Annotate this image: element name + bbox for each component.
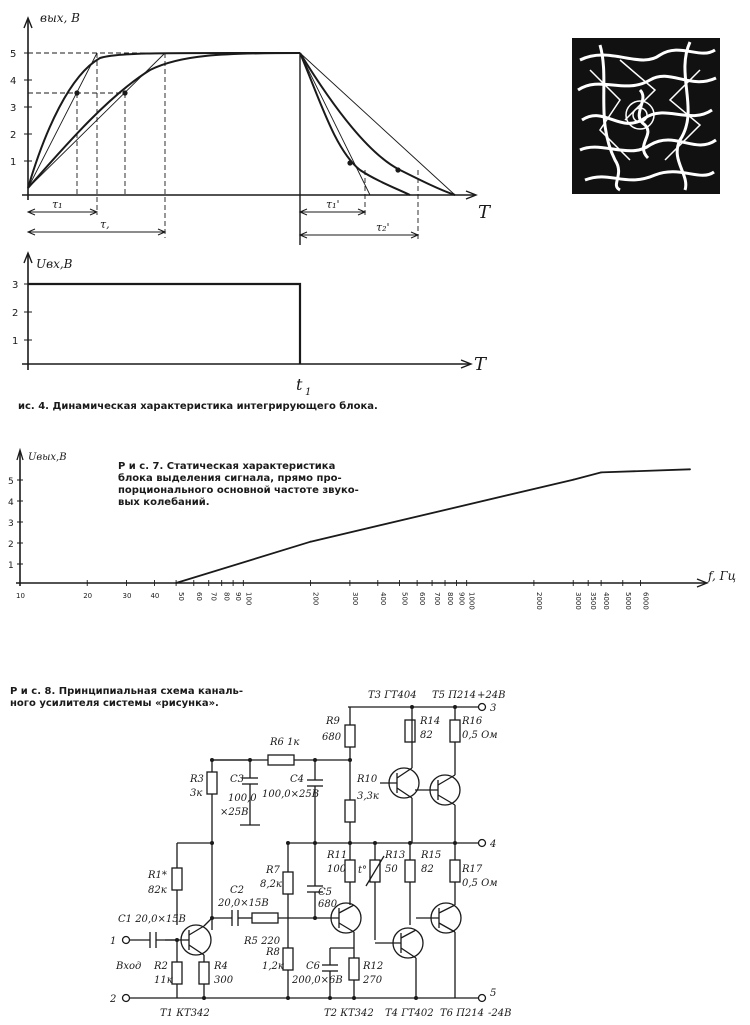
label-r4-value: 300 bbox=[214, 975, 234, 986]
fig7-caption-line-3: порционального основной частоте звуко- bbox=[118, 485, 359, 496]
fig4-bottom-plot bbox=[22, 253, 471, 370]
label-plus24: +24В bbox=[477, 690, 506, 701]
label-r8-value: 1,2к bbox=[262, 961, 284, 972]
resistor-r7 bbox=[283, 872, 293, 894]
fig7-xtick-label: 50 bbox=[177, 592, 186, 601]
label-c6: C6 bbox=[306, 961, 321, 972]
label-c5-value: 680 bbox=[318, 899, 338, 910]
resistor-r15 bbox=[405, 860, 415, 882]
label-node1: 1 bbox=[110, 936, 117, 947]
fig4-bottom-ytick-1: 1 bbox=[12, 336, 19, 347]
label-r11-value: 100 bbox=[327, 864, 347, 875]
fig4-bottom-xlabel: T bbox=[474, 354, 487, 375]
fig8-caption-line-1: Р и с. 8. Принципиальная схема каналь- bbox=[10, 686, 244, 697]
fig4-rise-curve-fast bbox=[28, 53, 300, 188]
label-c3: C3 bbox=[230, 774, 245, 785]
label-r12-value: 270 bbox=[363, 975, 383, 986]
fig7-ytick-1: 1 bbox=[8, 561, 14, 571]
label-r2: R2 bbox=[154, 961, 168, 972]
label-r6: R6 1к bbox=[270, 737, 300, 748]
fig7-data-point bbox=[572, 479, 574, 481]
fig7-xtick-label: 3000 bbox=[574, 592, 583, 610]
fig7-xtick-label: 40 bbox=[150, 592, 160, 600]
resistor-r16 bbox=[450, 720, 460, 742]
fig7-xtick-label: 500 bbox=[400, 592, 409, 606]
fig7-data-point bbox=[310, 541, 312, 543]
resistor-r12 bbox=[349, 958, 359, 980]
label-r15: R15 bbox=[421, 850, 442, 861]
label-r17: R17 bbox=[462, 864, 483, 875]
label-c5: C5 bbox=[318, 887, 333, 898]
label-r10: R10 bbox=[357, 774, 378, 785]
label-r16-value: 0,5 Ом bbox=[462, 730, 498, 741]
label-t5: T5 П214 bbox=[432, 690, 477, 701]
label-r10-value: 3,3к bbox=[357, 791, 379, 802]
fig4-t1-sub: 1 bbox=[305, 387, 312, 398]
label-c3-value-2: ×25В bbox=[220, 807, 249, 818]
label-minus24: -24В bbox=[488, 1008, 512, 1019]
label-t1: T1 КТ342 bbox=[160, 1008, 210, 1019]
label-t3: T3 ГТ404 bbox=[368, 690, 417, 701]
fig7-caption-line-4: вых колебаний. bbox=[118, 497, 210, 508]
fig7-caption bbox=[118, 461, 368, 509]
label-c2-value: 20,0×15В bbox=[218, 898, 269, 909]
resistor-r10 bbox=[345, 800, 355, 822]
fig7-ytick-5: 5 bbox=[8, 477, 14, 487]
label-r17-value: 0,5 Ом bbox=[462, 878, 498, 889]
fig4-fall-curve-fast bbox=[300, 53, 410, 195]
resistor-r17 bbox=[450, 860, 460, 882]
fig7-xtick-label: 6000 bbox=[641, 592, 650, 610]
resistor-r5 bbox=[252, 913, 278, 923]
label-r13: R13 bbox=[385, 850, 406, 861]
fig4-top-xlabel: T bbox=[478, 202, 491, 223]
label-r3-value: 3к bbox=[190, 788, 203, 799]
resistor-r4 bbox=[199, 962, 209, 984]
fig4-top-ytick-1: 1 bbox=[10, 157, 17, 168]
label-c4: C4 bbox=[290, 774, 305, 785]
label-t6: T6 П214 bbox=[440, 1008, 485, 1019]
label-r4: R4 bbox=[214, 961, 228, 972]
label-t2: T2 КТ342 bbox=[324, 1008, 374, 1019]
label-r12: R12 bbox=[363, 961, 384, 972]
fig4-top-plot bbox=[22, 18, 476, 245]
label-node4: 4 bbox=[490, 839, 497, 850]
label-r7: R7 bbox=[266, 865, 280, 876]
fig7-xtick-label: 60 bbox=[194, 592, 203, 601]
fig7-xtick-label: 4000 bbox=[602, 592, 611, 610]
fig7-ytick-3: 3 bbox=[8, 519, 14, 529]
fig7-xtick-label: 900 bbox=[457, 592, 466, 606]
fig7-xtick-label: 80 bbox=[222, 592, 231, 601]
fig7-xtick-label: 90 bbox=[234, 592, 243, 601]
resistor-r14 bbox=[405, 720, 415, 742]
label-r8: R8 bbox=[266, 947, 280, 958]
fig7-data-point bbox=[600, 472, 602, 474]
fig7-xtick-label: 600 bbox=[418, 592, 427, 606]
label-c4-value: 100,0×25В bbox=[262, 789, 320, 800]
fig8-labels bbox=[109, 690, 511, 1019]
decorative-halftone-image bbox=[572, 38, 720, 194]
label-r9: R9 bbox=[326, 716, 340, 727]
fig4-bottom-ytick-3: 3 bbox=[12, 280, 19, 291]
label-c3-value-1: 100,0 bbox=[228, 793, 257, 804]
label-r5: R5 220 bbox=[244, 936, 281, 947]
label-c1: C1 20,0×15В bbox=[118, 914, 186, 925]
resistor-r11 bbox=[345, 860, 355, 882]
fig7-ytick-2: 2 bbox=[8, 540, 14, 550]
fig4-tau-label: τ, bbox=[100, 218, 110, 231]
fig7-xtick-label: 800 bbox=[446, 592, 455, 606]
fig4-bottom-ylabel: Uвх,В bbox=[36, 257, 73, 271]
resistor-r8 bbox=[283, 948, 293, 970]
label-t4: T4 ГТ402 bbox=[385, 1008, 434, 1019]
label-c6-value: 200,0×6В bbox=[292, 975, 343, 986]
fig7-data-point bbox=[175, 582, 177, 584]
fig7-xtick-label: 10 bbox=[16, 592, 25, 600]
fig8-caption-line-2: ного усилителя системы «рисунка». bbox=[10, 698, 219, 709]
fig7-xlabel: f, Гц bbox=[708, 569, 736, 583]
fig7-xtick-label: 3500 bbox=[589, 592, 598, 610]
fig7-xtick-label: 200 bbox=[311, 592, 320, 606]
fig4-top-ylabel: вых, В bbox=[40, 11, 80, 25]
fig7-ytick-4: 4 bbox=[8, 498, 14, 508]
fig4-top-ytick-5: 5 bbox=[10, 49, 17, 60]
fig7-ylabel: Uвых,В bbox=[28, 452, 67, 463]
fig4-caption: ис. 4. Динамическая характеристика интегрирующего блока. bbox=[18, 401, 378, 412]
label-r15-value: 82 bbox=[421, 864, 434, 875]
label-thermistor-t: t° bbox=[358, 865, 368, 876]
fig7-xtick-label: 1000 bbox=[467, 592, 476, 610]
label-r9-value: 680 bbox=[322, 732, 342, 743]
fig8-caption bbox=[10, 686, 260, 710]
fig4-tangent-1 bbox=[28, 53, 97, 188]
label-r11: R11 bbox=[327, 850, 348, 861]
fig4-t1-label: t bbox=[296, 375, 303, 394]
fig7-xtick-label: 70 bbox=[209, 592, 218, 601]
fig4-curve-dots bbox=[74, 90, 400, 172]
fig4-top-ytick-3: 3 bbox=[10, 103, 17, 114]
fig4-tau2p-label: τ₂' bbox=[376, 221, 390, 234]
label-r14-value: 82 bbox=[420, 730, 433, 741]
label-r13-value: 50 bbox=[385, 864, 398, 875]
fig7-xtick-label: 400 bbox=[378, 592, 387, 606]
label-c2: C2 bbox=[230, 885, 245, 896]
fig7-xtick-label: 20 bbox=[83, 592, 93, 600]
fig4-tau1p-label: τ₁' bbox=[326, 198, 340, 211]
fig4-top-ytick-4: 4 bbox=[10, 76, 17, 87]
fig7-xtick-label: 5000 bbox=[623, 592, 632, 610]
fig4-step-input bbox=[28, 284, 300, 364]
label-r7-value: 8,2к bbox=[260, 879, 282, 890]
resistor-r1 bbox=[172, 868, 182, 890]
label-r3: R3 bbox=[190, 774, 204, 785]
fig7-data-point bbox=[689, 468, 691, 470]
fig4-rise-curve-slow bbox=[28, 53, 300, 188]
fig4-tau1-label: τ₁ bbox=[52, 198, 63, 211]
label-node5: 5 bbox=[490, 988, 497, 999]
fig7-xtick-label: 100 bbox=[244, 592, 253, 606]
fig7-xtick-label: 300 bbox=[350, 592, 359, 606]
fig7-caption-line-1: Р и с. 7. Статическая характеристика bbox=[118, 461, 336, 472]
label-node3: 3 bbox=[490, 703, 497, 714]
resistor-r9 bbox=[345, 725, 355, 747]
resistor-r2 bbox=[172, 962, 182, 984]
fig7-xtick-label: 700 bbox=[433, 592, 442, 606]
label-node2: 2 bbox=[110, 994, 117, 1005]
label-r1: R1* bbox=[148, 870, 167, 881]
label-input: Вход bbox=[116, 961, 142, 972]
fig4-bottom-ytick-2: 2 bbox=[12, 308, 19, 319]
label-r2-value: 11к bbox=[154, 975, 173, 986]
label-r16: R16 bbox=[462, 716, 483, 727]
resistor-r3 bbox=[207, 772, 217, 794]
label-r1-value: 82к bbox=[148, 885, 167, 896]
label-r14: R14 bbox=[420, 716, 441, 727]
fig4-top-ytick-2: 2 bbox=[10, 130, 17, 141]
fig7-caption-line-2: блока выделения сигнала, прямо про- bbox=[118, 473, 342, 484]
fig4-tangent-2 bbox=[28, 53, 165, 188]
resistor-r6 bbox=[268, 755, 294, 765]
fig7-xtick-label: 30 bbox=[122, 592, 132, 600]
fig7-xtick-label: 2000 bbox=[534, 592, 543, 610]
